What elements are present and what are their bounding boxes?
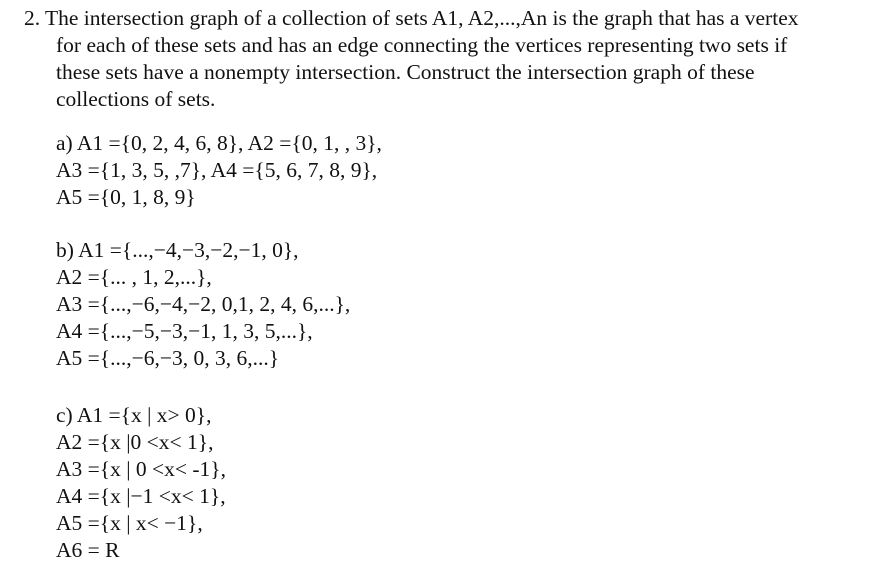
part-b-line-2: A2 ={... , 1, 2,...}, [56,265,212,289]
statement-line-4: collections of sets. [56,87,216,111]
part-a-line-2: A3 ={1, 3, 5, ,7}, A4 ={5, 6, 7, 8, 9}, [56,158,378,182]
part-b-line-3: A3 ={...,−6,−4,−2, 0,1, 2, 4, 6,...}, [56,292,351,316]
statement-line-3: these sets have a nonempty intersection. Construct the intersection graph of these [56,60,755,84]
part-b-line-5: A5 ={...,−6,−3, 0, 3, 6,...} [56,346,280,370]
part-c-line-4: A4 ={x |−1 <x< 1}, [56,484,226,508]
part-a-line-3: A5 ={0, 1, 8, 9} [56,185,196,209]
part-c-line-3: A3 ={x | 0 <x< -1}, [56,457,227,481]
statement-line-2: for each of these sets and has an edge connecting the vertices representing two sets if [56,33,788,57]
statement-line-1: The intersection graph of a collection of sets A1, A2,...,An is the graph that has a vertex [45,6,799,30]
part-a-line-1: a) A1 ={0, 2, 4, 6, 8}, A2 ={0, 1, , 3}, [56,131,382,155]
problem-number: 2. [24,6,41,30]
part-c-line-5: A5 ={x | x< −1}, [56,511,203,535]
part-c-line-1: c) A1 ={x | x> 0}, [56,403,212,427]
part-b-line-4: A4 ={...,−5,−3,−1, 1, 3, 5,...}, [56,319,313,343]
part-c-line-2: A2 ={x |0 <x< 1}, [56,430,214,454]
part-b-line-1: b) A1 ={...,−4,−3,−2,−1, 0}, [56,238,299,262]
part-c-line-6: A6 = R [56,538,120,562]
